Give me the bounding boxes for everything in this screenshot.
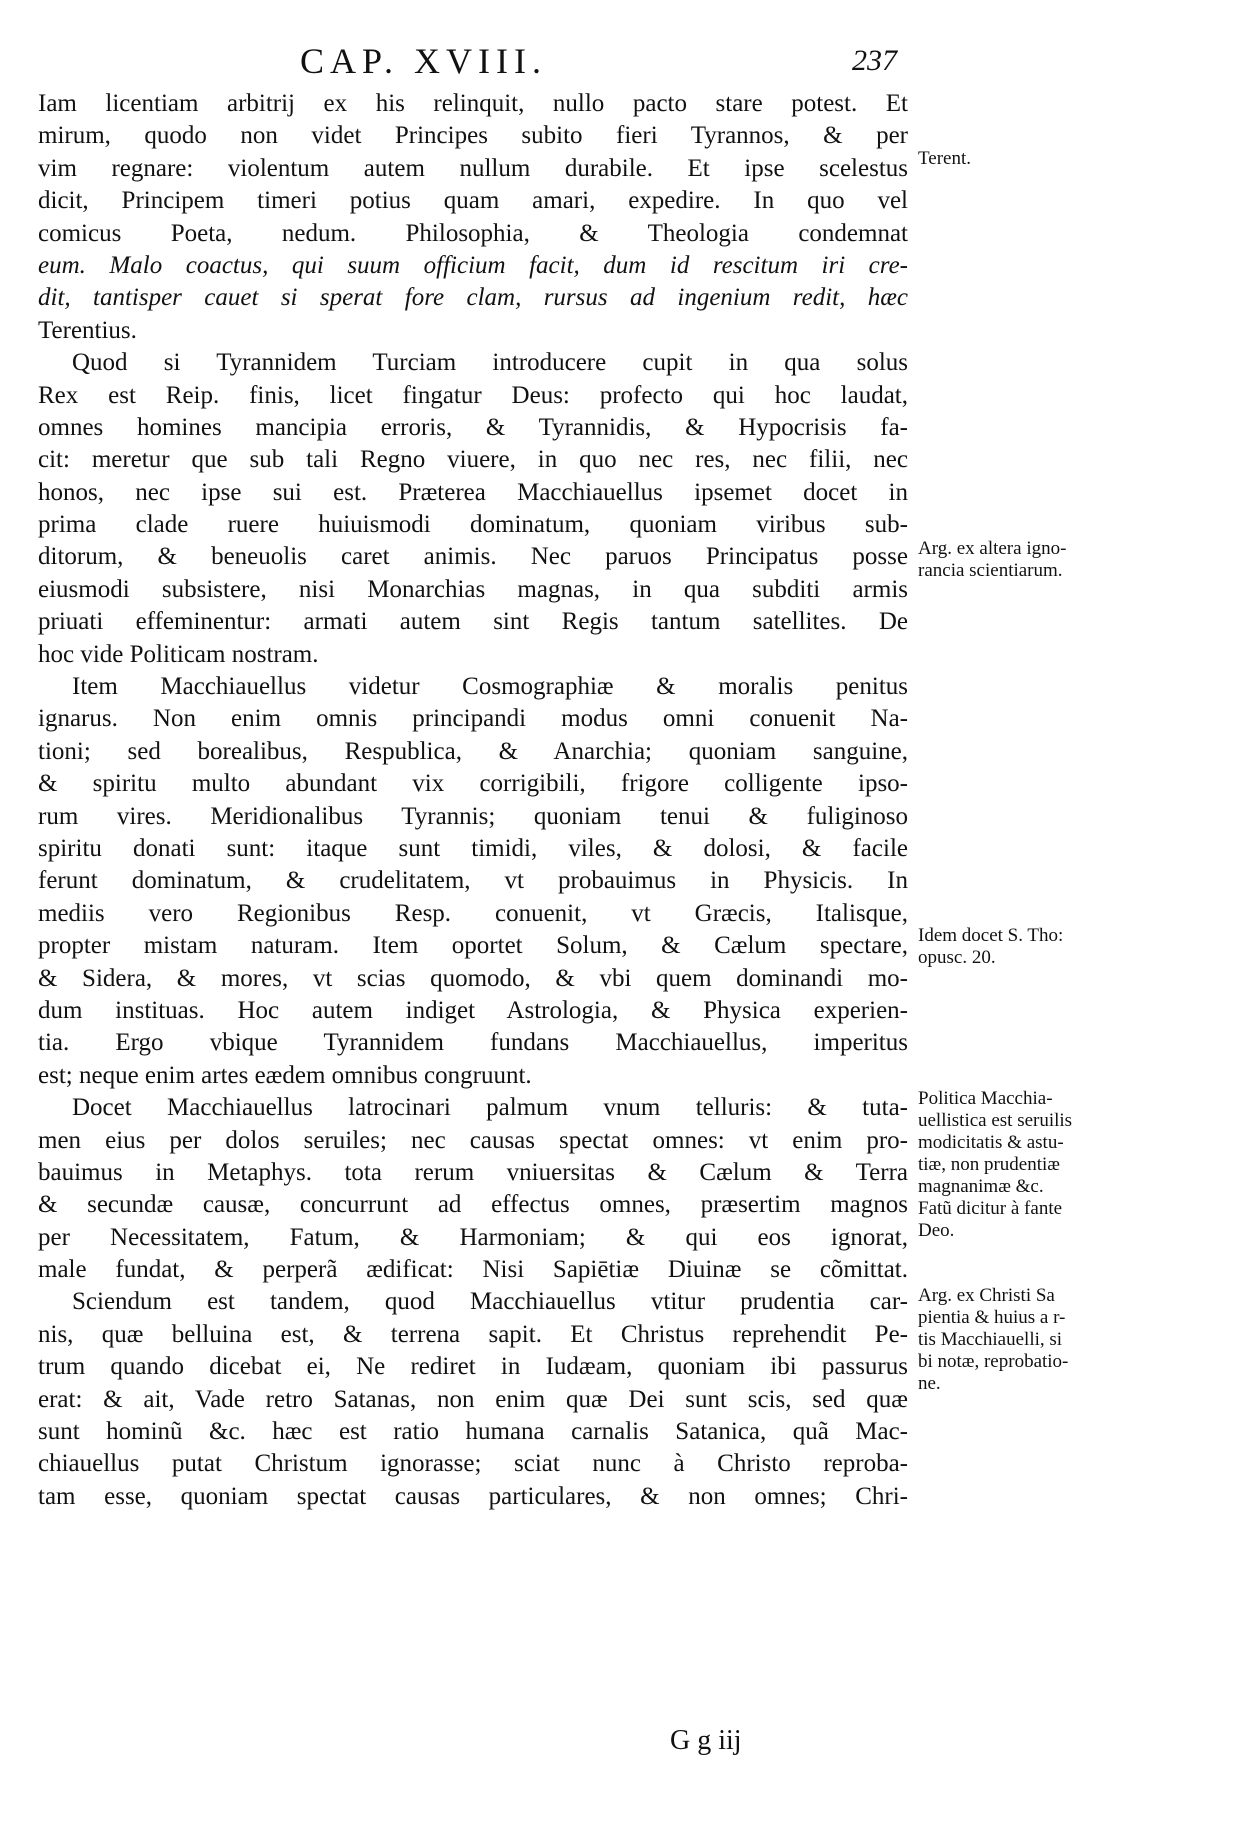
text-line: male fundat, & perperã ædificat: Nisi Sapiētiæ Diuinæ se cõmittat. [38,1256,908,1284]
margin-note-line: Politica Macchia- [918,1088,1053,1109]
text-line: vim regnare: violentum autem nullum durabile. Et ipse scelestus [38,154,908,182]
text-line: ignarus. Non enim omnis principandi modus omni conuenit Na- [38,705,908,733]
page-number: 237 [852,44,897,77]
text-line: prima clade ruere huiuismodi dominatum, quoniam viribus sub- [38,511,908,539]
margin-note-politica [918,1088,1148,1242]
margin-note-arg-ignorantia [918,538,1148,582]
text-line: & Sidera, & mores, vt scias quomodo, & vbi quem dominandi mo- [38,964,908,992]
text-line: & secundæ causæ, concurrunt ad effectus omnes, præsertim magnos [38,1191,908,1219]
margin-note-line: uellistica est seruilis [918,1110,1073,1131]
margin-note-line: pientia & huius a r- [918,1307,1066,1328]
body-text [38,88,908,1513]
text-line: Iam licentiam arbitrij ex his relinquit, nullo pacto stare potest. Et [38,90,908,117]
text-line: erat: & ait, Vade retro Satanas, non enim quæ Dei sunt scis, sed quæ [38,1385,908,1413]
margin-note-line: tis Macchiauelli, si [918,1329,1063,1350]
running-header [0,30,1247,90]
text-line: dit, tantisper cauet si sperat fore clam, rursus ad ingenium redit, hæc [38,284,908,312]
margin-note-line: Terent. [918,148,972,169]
text-line: bauimus in Metaphys. tota rerum vniuersitas & Cælum & Terra [38,1158,908,1186]
text-line: omnes homines mancipia erroris, & Tyrannidis, & Hypocrisis fa- [38,413,908,441]
text-line: eiusmodi subsistere, nisi Monarchias magnas, in qua subditi armis [38,575,908,603]
text-line: rum vires. Meridionalibus Tyrannis; quoniam tenui & fuliginoso [38,802,908,830]
margin-note-line: bi notæ, reprobatio- [918,1351,1069,1372]
text-line: Rex est Reip. finis, licet fingatur Deus: profecto qui hoc laudat, [38,381,908,409]
text-line: Quod si Tyrannidem Turciam introducere cupit in qua solus [72,349,908,377]
text-line: & spiritu multo abundant vix corrigibili, frigore colligente ipso- [38,770,908,798]
margin-note-line: Deo. [918,1220,955,1241]
margin-note-line: Idem docet S. Tho: [918,925,1064,946]
text-line: Terentius. [38,316,137,344]
text-line: dum instituas. Hoc autem indiget Astrologia, & Physica experien- [38,996,908,1024]
text-line: dicit, Principem timeri potius quam amari, expedire. In quo vel [38,187,908,215]
text-line: ditorum, & beneuolis caret animis. Nec paruos Principatus posse [38,543,908,571]
margin-note-line: magnanimæ &c. [918,1176,1044,1197]
chapter-heading: CAP. XVIII. [300,41,548,81]
text-line: per Necessitatem, Fatum, & Harmoniam; & qui eos ignorat, [38,1223,908,1251]
margin-note-line: ne. [918,1373,941,1394]
text-line: mediis vero Regionibus Resp. conuenit, vt Græcis, Italisque, [38,899,908,927]
text-line: est; neque enim artes eædem omnibus congruunt. [38,1061,532,1089]
margin-note-arg-sapientia [918,1285,1148,1395]
text-line: mirum, quodo non videt Principes subito fieri Tyrannos, & per [38,122,908,150]
text-line: nis, quæ belluina est, & terrena sapit. Et Christus reprehendit Pe- [38,1320,908,1348]
text-line: chiauellus putat Christum ignorasse; sciat nunc à Christo reproba- [38,1450,908,1478]
text-line: spiritu donati sunt: itaque sunt timidi, viles, & dolosi, & facile [38,834,908,862]
text-line: trum quando dicebat ei, Ne rediret in Iudæam, quoniam ibi passurus [38,1353,908,1381]
text-line: tia. Ergo vbique Tyrannidem fundans Macchiauellus, imperitus [38,1029,908,1057]
margin-note-line: opusc. 20. [918,947,996,968]
margin-note-line: modicitatis & astu- [918,1132,1064,1153]
text-line: tioni; sed borealibus, Respublica, & Anarchia; quoniam sanguine, [38,737,908,765]
margin-note-line: Arg. ex altera igno- [918,538,1067,559]
text-line: Sciendum est tandem, quod Macchiauellus vtitur prudentia car- [72,1288,908,1316]
text-line: ferunt dominatum, & crudelitatem, vt probauimus in Physicis. In [38,867,908,895]
margin-note-s-thomas [918,925,1148,969]
margin-note-line: rancia scientiarum. [918,560,1063,581]
text-line: Item Macchiauellus videtur Cosmographiæ & moralis penitus [72,673,908,701]
margin-note-terent [918,148,1148,170]
text-line: tam esse, quoniam spectat causas particulares, & non omnes; Chri- [38,1482,908,1510]
margin-note-line: Fatũ dicitur à fante [918,1198,1063,1219]
text-line: comicus Poeta, nedum. Philosophia, & Theologia condemnat [38,219,908,247]
text-line: Docet Macchiauellus latrocinari palmum vnum telluris: & tuta- [72,1094,908,1122]
printer-signature-mark: G g iij [670,1725,742,1756]
text-line: cit: meretur que sub tali Regno viuere, in quo nec res, nec filii, nec [38,446,908,474]
text-line: honos, nec ipse sui est. Præterea Macchiauellus ipsemet docet in [38,478,908,506]
margin-note-line: Arg. ex Christi Sa [918,1285,1055,1306]
text-line: sunt hominũ &c. hæc est ratio humana carnalis Satanica, quã Mac- [38,1418,908,1446]
text-line: eum. Malo coactus, qui suum officium facit, dum id rescitum iri cre- [38,251,908,279]
text-line: priuati effeminentur: armati autem sint Regis tantum satellites. De [38,608,908,636]
text-line: hoc vide Politicam nostram. [38,640,319,668]
margin-note-line: tiæ, non prudentiæ [918,1154,1060,1175]
text-line: propter mistam naturam. Item oportet Solum, & Cælum spectare, [38,932,908,960]
text-line: men eius per dolos seruiles; nec causas spectat omnes: vt enim pro- [38,1126,908,1154]
